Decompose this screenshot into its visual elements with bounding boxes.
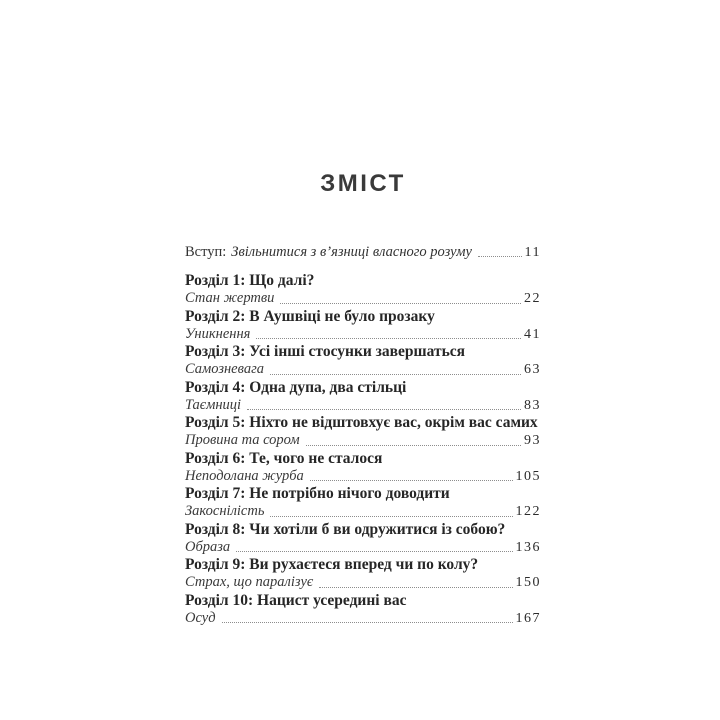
page-number: 41 — [524, 326, 541, 342]
toc-chapter-entry — [185, 450, 541, 486]
toc-chapter-entry — [185, 343, 541, 379]
page-number: 63 — [524, 362, 541, 377]
chapter-subtitle: Осуд — [185, 609, 216, 626]
dot-leader — [306, 445, 521, 446]
toc-chapter-entry — [185, 308, 541, 344]
toc-chapter-entry — [185, 414, 541, 450]
toc-chapter-entry — [185, 272, 541, 308]
page-number: 11 — [524, 245, 541, 260]
dot-leader — [280, 303, 521, 304]
chapter-title: Розділ 9: Ви рухаєтеся вперед чи по колу? — [185, 556, 479, 573]
toc-chapter-entry — [185, 521, 541, 557]
toc-chapter-entry — [185, 379, 541, 415]
page-number: 150 — [515, 575, 541, 590]
dot-leader — [222, 622, 513, 623]
page-number: 93 — [524, 433, 541, 448]
chapter-subtitle: Неподолана журба — [185, 467, 304, 484]
dot-leader — [478, 256, 522, 257]
page-number: 136 — [515, 539, 541, 555]
chapter-subtitle: Образа — [185, 538, 231, 555]
chapter-title: Розділ 10: Нацист усередині вас — [185, 591, 407, 609]
table-of-contents — [185, 170, 541, 627]
chapter-subtitle: Самозневага — [185, 361, 264, 377]
chapter-title: Розділ 3: Усі інші стосунки завершаться — [185, 343, 466, 360]
chapter-title: Розділ 6: Те, чого не сталося — [185, 449, 383, 467]
chapter-subtitle: Провина та сором — [185, 432, 300, 448]
page-number: 105 — [515, 468, 541, 484]
page-number: 22 — [524, 291, 541, 306]
dot-leader — [247, 409, 521, 410]
intro-title: Звільнитися з в’язниці власного розуму — [231, 244, 472, 260]
toc-chapter-entry — [185, 592, 541, 628]
chapter-title: Розділ 4: Одна дупа, два стільці — [185, 378, 407, 396]
page-number: 83 — [524, 397, 541, 413]
page-number: 167 — [515, 610, 541, 626]
chapter-subtitle: Таємниці — [185, 396, 242, 413]
dot-leader — [236, 551, 512, 552]
intro-label: Вступ: — [185, 244, 227, 260]
chapter-title: Розділ 5: Ніхто не відштовхує вас, окрім вас самих — [185, 414, 538, 431]
chapter-subtitle: Страх, що паралізує — [185, 574, 314, 590]
dot-leader — [310, 480, 513, 481]
chapter-subtitle: Уникнення — [185, 325, 251, 342]
dot-leader — [256, 338, 521, 339]
toc-intro-entry — [185, 244, 541, 261]
page-title: ЗМІСТ — [320, 170, 406, 197]
page-number: 122 — [515, 504, 541, 519]
chapter-subtitle: Закоснілість — [185, 503, 265, 519]
chapter-title: Розділ 2: В Аушвіці не було прозаку — [185, 307, 435, 325]
dot-leader — [270, 516, 512, 517]
chapter-title: Розділ 8: Чи хотіли б ви одружитися із собою? — [185, 520, 506, 538]
dot-leader — [319, 587, 512, 588]
dot-leader — [270, 374, 521, 375]
toc-chapter-entry — [185, 485, 541, 521]
toc-chapter-entry — [185, 556, 541, 592]
chapter-title: Розділ 1: Що далі? — [185, 272, 315, 289]
chapter-subtitle: Стан жертви — [185, 290, 275, 306]
chapter-title: Розділ 7: Не потрібно нічого доводити — [185, 485, 450, 502]
